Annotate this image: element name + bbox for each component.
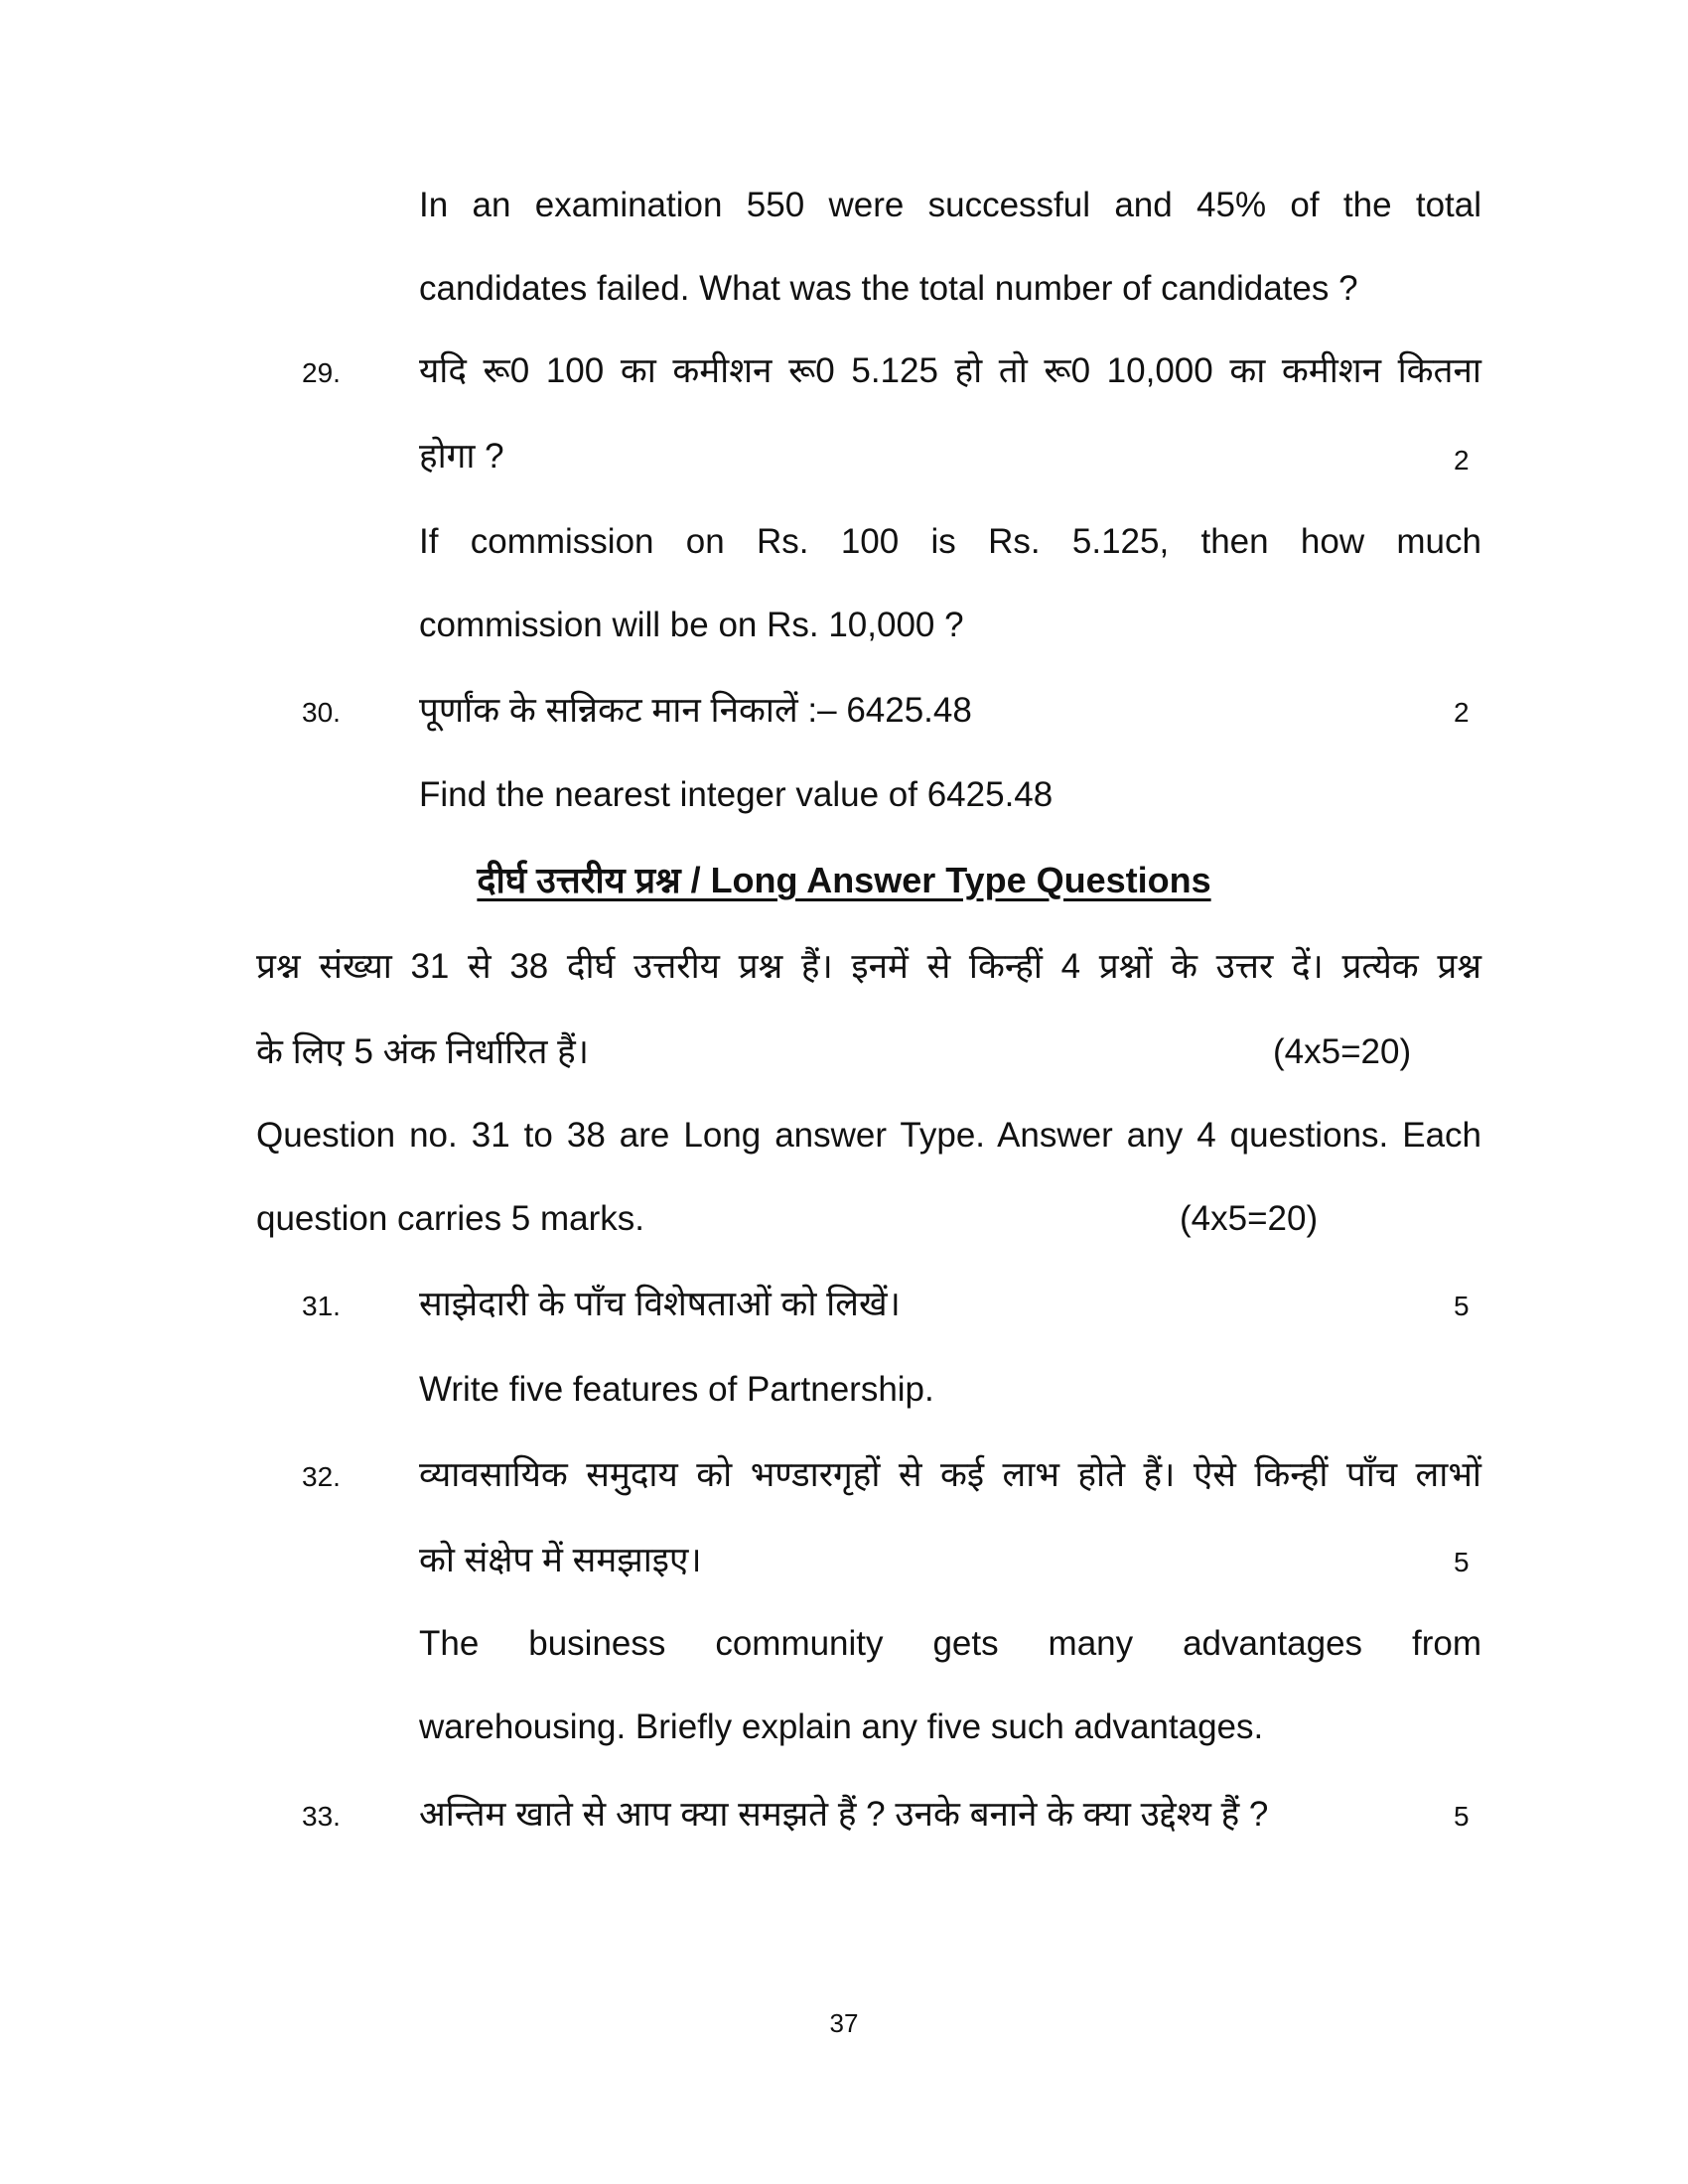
q28-english-line-2: candidates failed. What was the total number of candidates ? [419,269,1358,308]
q29-english-line-2: commission will be on Rs. 10,000 ? [419,606,964,644]
q33-marks: 5 [1454,1801,1470,1832]
q30-hindi-line-1: पूर्णांक के सन्निकट मान निकालें :– 6425.48 [419,691,972,730]
q28-english-line-1: In an examination 550 were successful and 45% of the total [419,186,1481,224]
question-number-31: 31. [302,1291,341,1321]
question-number-32: 32. [302,1461,341,1492]
q31-hindi-line-1: साझेदारी के पाँच विशेषताओं को लिखें। [419,1285,901,1323]
question-number-30: 30. [302,697,341,728]
q30-marks: 2 [1454,697,1470,728]
question-number-33: 33. [302,1801,341,1832]
section-hindi-marks: (4x5=20) [1273,1032,1412,1071]
q31-english-line-1: Write five features of Partnership. [419,1370,934,1409]
q30-english-line-1: Find the nearest integer value of 6425.48 [419,775,1054,814]
section-hindi-instruction-line-2: के लिए 5 अंक निर्धारित हैं। [256,1032,589,1071]
section-hindi-instruction-line-1: प्रश्न संख्या 31 से 38 दीर्घ उत्तरीय प्रश्न हैं। इनमें से किन्हीं 4 प्रश्नों के उत्तर दें। प्रत्येक प्रश्न [256,947,1481,986]
q33-hindi-line-1: अन्तिम खाते से आप क्या समझते हैं ? उनके बनाने के क्या उद्देश्य हैं ? [419,1795,1269,1834]
q32-hindi-line-1: व्यावसायिक समुदाय को भण्डारगृहों से कई लाभ होते हैं। ऐसे किन्हीं पाँच लाभों [419,1455,1481,1494]
q29-hindi-line-2: होगा ? [419,437,504,476]
q29-english-line-1: If commission on Rs. 100 is Rs. 5.125, then how much [419,522,1481,561]
page-number: 37 [829,2008,859,2038]
section-heading-text: दीर्घ उत्तरीय प्रश्न / Long Answer Type Questions [477,860,1211,900]
q32-english-line-2: warehousing. Briefly explain any five such advantages. [419,1707,1264,1746]
section-english-marks: (4x5=20) [1180,1199,1319,1238]
question-number-29: 29. [302,357,341,388]
q31-marks: 5 [1454,1291,1470,1321]
q32-marks: 5 [1454,1547,1470,1577]
q29-hindi-line-1: यदि रू0 100 का कमीशन रू0 5.125 हो तो रू0 10,000 का कमीशन कितना [419,351,1481,390]
section-english-instruction-line-1: Question no. 31 to 38 are Long answer Type. Answer any 4 questions. Each [256,1116,1481,1155]
section-heading [0,856,1688,905]
q32-hindi-line-2: को संक्षेप में समझाइए। [419,1541,702,1579]
q32-english-line-1: The business community gets many advantages from [419,1624,1481,1663]
q29-marks: 2 [1454,445,1470,476]
section-english-instruction-line-2: question carries 5 marks. [256,1199,644,1238]
